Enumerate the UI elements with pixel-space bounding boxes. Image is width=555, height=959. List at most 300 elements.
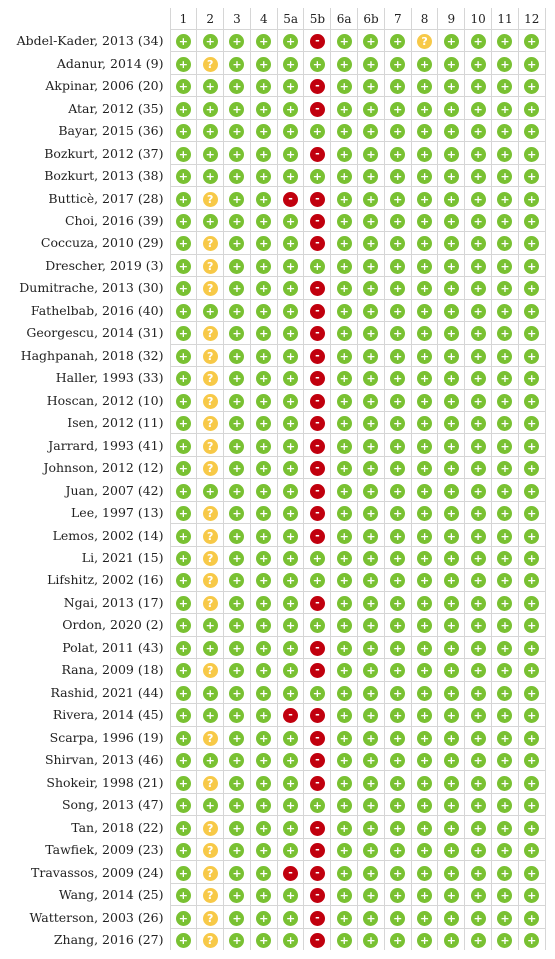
low-risk-symbol: + (339, 170, 349, 184)
table-row (0, 367, 545, 389)
table-row (0, 569, 545, 591)
low-risk-symbol: + (527, 507, 537, 521)
low-risk-symbol: + (393, 574, 403, 588)
low-risk-icon (256, 776, 271, 791)
low-risk-icon (283, 57, 298, 72)
rating-cell (358, 434, 385, 456)
rating-cell (518, 591, 545, 613)
rating-cell (492, 277, 519, 299)
low-risk-icon (256, 304, 271, 319)
rating-cell (492, 456, 519, 478)
low-risk-symbol: + (259, 192, 269, 206)
table-row (0, 928, 545, 950)
low-risk-symbol: + (178, 866, 188, 880)
low-risk-symbol: + (339, 664, 349, 678)
low-risk-symbol: + (366, 417, 376, 431)
rating-cell (411, 209, 438, 231)
low-risk-symbol: + (232, 237, 242, 251)
low-risk-symbol: + (285, 80, 296, 94)
rating-cell (224, 546, 251, 568)
low-risk-symbol: + (473, 192, 483, 206)
low-risk-symbol: + (339, 686, 349, 700)
rating-cell (250, 164, 277, 186)
rating-cell (438, 277, 465, 299)
rating-cell (331, 389, 358, 411)
high-risk-symbol: - (315, 281, 320, 295)
rating-cell (250, 771, 277, 793)
low-risk-symbol: + (178, 911, 188, 925)
rating-cell (384, 299, 411, 321)
column-header: 6b (358, 8, 385, 30)
rating-cell (518, 524, 545, 546)
rating-cell (224, 659, 251, 681)
rating-cell (438, 614, 465, 636)
low-risk-icon (203, 304, 218, 319)
low-risk-icon (176, 259, 191, 274)
table-row (0, 232, 545, 254)
high-risk-symbol: - (315, 371, 320, 385)
low-risk-symbol: + (419, 282, 430, 296)
low-risk-symbol: + (232, 552, 242, 566)
rating-cell (170, 838, 197, 860)
low-risk-icon (283, 618, 298, 633)
low-risk-icon (176, 124, 191, 139)
unclear-risk-symbol: ? (206, 417, 214, 431)
low-risk-icon (497, 461, 512, 476)
rating-cell (438, 74, 465, 96)
rating-cell (197, 726, 224, 748)
low-risk-symbol: + (446, 125, 456, 139)
low-risk-icon (256, 888, 271, 903)
low-risk-icon (176, 506, 191, 521)
low-risk-symbol: + (178, 529, 188, 543)
low-risk-symbol: + (473, 844, 483, 858)
low-risk-symbol: + (473, 439, 483, 453)
low-risk-symbol: + (500, 102, 510, 116)
table-row (0, 322, 545, 344)
rating-cell (358, 726, 385, 748)
low-risk-icon (363, 618, 378, 633)
rating-cell (197, 501, 224, 523)
low-risk-symbol: + (259, 596, 269, 610)
low-risk-symbol: + (500, 237, 510, 251)
low-risk-icon (337, 236, 352, 251)
rating-cell (224, 883, 251, 905)
low-risk-symbol: + (473, 664, 483, 678)
low-risk-symbol: + (419, 889, 430, 903)
low-risk-symbol: + (312, 57, 322, 71)
low-risk-icon (471, 843, 486, 858)
low-risk-icon (417, 618, 432, 633)
low-risk-symbol: + (446, 192, 456, 206)
low-risk-symbol: + (259, 844, 269, 858)
table-row (0, 97, 545, 119)
low-risk-symbol: + (527, 776, 537, 790)
low-risk-symbol: + (393, 304, 403, 318)
rating-cell (411, 906, 438, 928)
low-risk-icon (417, 259, 432, 274)
low-risk-symbol: + (473, 327, 483, 341)
low-risk-icon (471, 102, 486, 117)
rating-cell (224, 816, 251, 838)
low-risk-icon (229, 416, 244, 431)
low-risk-icon (203, 753, 218, 768)
rating-cell (438, 546, 465, 568)
low-risk-icon (363, 214, 378, 229)
low-risk-symbol: + (285, 596, 296, 610)
low-risk-symbol: + (285, 35, 296, 49)
rating-cell (304, 771, 331, 793)
low-risk-symbol: + (446, 619, 456, 633)
low-risk-icon (444, 192, 459, 207)
low-risk-icon (256, 731, 271, 746)
unclear-risk-icon (203, 821, 218, 836)
low-risk-symbol: + (178, 372, 188, 386)
rating-cell (250, 322, 277, 344)
low-risk-icon (444, 596, 459, 611)
low-risk-icon (229, 686, 244, 701)
rating-cell (304, 97, 331, 119)
low-risk-icon (444, 57, 459, 72)
rating-cell (197, 681, 224, 703)
low-risk-symbol: + (473, 552, 483, 566)
low-risk-symbol: + (419, 754, 430, 768)
low-risk-icon (176, 371, 191, 386)
rating-cell (170, 389, 197, 411)
low-risk-symbol: + (393, 327, 403, 341)
high-risk-symbol: - (315, 438, 320, 452)
low-risk-symbol: + (393, 394, 403, 408)
rating-cell (492, 299, 519, 321)
low-risk-symbol: + (232, 911, 242, 925)
low-risk-icon (176, 798, 191, 813)
low-risk-icon (497, 708, 512, 723)
column-header: 2 (197, 8, 224, 30)
rating-cell (411, 367, 438, 389)
unclear-risk-symbol: ? (206, 933, 214, 947)
low-risk-symbol: + (366, 686, 376, 700)
rating-cell (492, 52, 519, 74)
rating-cell (465, 659, 492, 681)
rating-cell (411, 704, 438, 726)
low-risk-symbol: + (446, 866, 456, 880)
low-risk-symbol: + (473, 282, 483, 296)
rating-cell (250, 52, 277, 74)
low-risk-symbol: + (500, 192, 510, 206)
low-risk-icon (283, 394, 298, 409)
low-risk-icon (256, 236, 271, 251)
low-risk-symbol: + (285, 259, 296, 273)
low-risk-symbol: + (259, 259, 269, 273)
low-risk-icon (471, 798, 486, 813)
low-risk-icon (283, 102, 298, 117)
rating-cell (250, 906, 277, 928)
low-risk-icon (524, 281, 539, 296)
rating-cell (411, 614, 438, 636)
high-risk-symbol: - (315, 79, 320, 93)
low-risk-symbol: + (285, 125, 296, 139)
rating-cell (304, 793, 331, 815)
low-risk-symbol: + (366, 282, 376, 296)
rating-cell (304, 52, 331, 74)
high-risk-icon (283, 192, 298, 207)
rating-cell (197, 524, 224, 546)
low-risk-symbol: + (419, 507, 430, 521)
rating-cell (170, 142, 197, 164)
low-risk-symbol: + (500, 484, 510, 498)
study-label: Dumitrache, 2013 (30) (0, 277, 170, 299)
rating-cell (197, 344, 224, 366)
low-risk-symbol: + (446, 237, 456, 251)
column-header: 8 (411, 8, 438, 30)
rating-cell (465, 479, 492, 501)
low-risk-icon (524, 484, 539, 499)
rating-cell (411, 793, 438, 815)
low-risk-symbol: + (366, 259, 376, 273)
low-risk-symbol: + (393, 866, 403, 880)
low-risk-symbol: + (500, 686, 510, 700)
low-risk-icon (229, 866, 244, 881)
low-risk-symbol: + (232, 821, 242, 835)
rating-cell (518, 726, 545, 748)
low-risk-symbol: + (419, 821, 430, 835)
rating-cell (331, 164, 358, 186)
low-risk-icon (229, 888, 244, 903)
low-risk-symbol: + (500, 394, 510, 408)
low-risk-icon (337, 102, 352, 117)
low-risk-symbol: + (259, 911, 269, 925)
low-risk-icon (524, 596, 539, 611)
rating-cell (277, 546, 304, 568)
table-row (0, 142, 545, 164)
table-row (0, 614, 545, 636)
low-risk-symbol: + (285, 552, 296, 566)
low-risk-symbol: + (366, 349, 376, 363)
unclear-risk-symbol: ? (206, 259, 214, 273)
low-risk-symbol: + (339, 866, 349, 880)
study-label: Travassos, 2009 (24) (0, 861, 170, 883)
low-risk-symbol: + (366, 574, 376, 588)
low-risk-symbol: + (178, 282, 188, 296)
low-risk-symbol: + (527, 484, 537, 498)
low-risk-symbol: + (178, 641, 188, 655)
rating-cell (331, 681, 358, 703)
low-risk-symbol: + (500, 147, 510, 161)
low-risk-symbol: + (500, 889, 510, 903)
low-risk-icon (283, 349, 298, 364)
low-risk-symbol: + (419, 686, 430, 700)
low-risk-symbol: + (366, 552, 376, 566)
low-risk-symbol: + (446, 484, 456, 498)
rating-cell (465, 636, 492, 658)
low-risk-icon (363, 326, 378, 341)
low-risk-icon (283, 484, 298, 499)
rating-cell (518, 367, 545, 389)
rating-cell (304, 726, 331, 748)
study-label: Fathelbab, 2016 (40) (0, 299, 170, 321)
rating-cell (277, 861, 304, 883)
rating-cell (492, 883, 519, 905)
rating-cell (384, 232, 411, 254)
low-risk-icon (363, 663, 378, 678)
low-risk-icon (229, 663, 244, 678)
low-risk-symbol: + (232, 933, 242, 947)
rating-cell (331, 726, 358, 748)
low-risk-icon (229, 214, 244, 229)
low-risk-symbol: + (339, 259, 349, 273)
rating-cell (438, 344, 465, 366)
rating-cell (384, 434, 411, 456)
rating-cell (465, 344, 492, 366)
table-row (0, 749, 545, 771)
low-risk-symbol: + (285, 844, 296, 858)
low-risk-symbol: + (285, 799, 296, 813)
rating-cell (224, 928, 251, 950)
rating-cell (331, 816, 358, 838)
rating-cell (250, 209, 277, 231)
low-risk-symbol: + (473, 259, 483, 273)
low-risk-icon (283, 911, 298, 926)
rating-cell (277, 299, 304, 321)
low-risk-icon (390, 911, 405, 926)
rating-cell (224, 411, 251, 433)
rating-cell (465, 816, 492, 838)
rating-cell (304, 591, 331, 613)
rating-cell (304, 209, 331, 231)
low-risk-icon (283, 753, 298, 768)
low-risk-icon (337, 192, 352, 207)
low-risk-symbol: + (178, 147, 188, 161)
rating-cell (250, 456, 277, 478)
unclear-risk-symbol: ? (206, 192, 214, 206)
rating-cell (438, 636, 465, 658)
rating-cell (492, 928, 519, 950)
low-risk-icon (497, 236, 512, 251)
low-risk-symbol: + (500, 574, 510, 588)
low-risk-symbol: + (527, 664, 537, 678)
low-risk-icon (497, 439, 512, 454)
table-row (0, 254, 545, 276)
low-risk-symbol: + (205, 641, 215, 655)
rating-cell (438, 187, 465, 209)
unclear-risk-symbol: ? (206, 507, 214, 521)
rating-cell (170, 681, 197, 703)
high-risk-icon (310, 776, 325, 791)
rating-cell (197, 546, 224, 568)
rating-cell (277, 52, 304, 74)
low-risk-icon (176, 551, 191, 566)
low-risk-icon (363, 686, 378, 701)
low-risk-icon (337, 731, 352, 746)
low-risk-icon (363, 57, 378, 72)
low-risk-symbol: + (446, 754, 456, 768)
rating-cell (411, 928, 438, 950)
rating-cell (465, 322, 492, 344)
low-risk-symbol: + (527, 866, 537, 880)
low-risk-icon (417, 236, 432, 251)
rating-cell (411, 546, 438, 568)
low-risk-icon (497, 866, 512, 881)
study-label: Bozkurt, 2012 (37) (0, 142, 170, 164)
low-risk-icon (337, 371, 352, 386)
low-risk-symbol: + (527, 709, 537, 723)
rating-cell (197, 479, 224, 501)
table-row (0, 524, 545, 546)
rating-cell (438, 659, 465, 681)
low-risk-icon (471, 731, 486, 746)
low-risk-symbol: + (339, 731, 349, 745)
low-risk-icon (444, 731, 459, 746)
low-risk-icon (176, 326, 191, 341)
low-risk-icon (256, 169, 271, 184)
low-risk-icon (363, 281, 378, 296)
risk-of-bias-table (0, 8, 546, 950)
low-risk-icon (524, 147, 539, 162)
low-risk-icon (497, 79, 512, 94)
low-risk-icon (390, 933, 405, 948)
rating-cell (492, 30, 519, 52)
low-risk-icon (471, 236, 486, 251)
study-label: Rashid, 2021 (44) (0, 681, 170, 703)
rating-cell (170, 322, 197, 344)
low-risk-icon (524, 394, 539, 409)
low-risk-icon (417, 776, 432, 791)
low-risk-icon (390, 147, 405, 162)
low-risk-icon (283, 888, 298, 903)
low-risk-icon (524, 573, 539, 588)
low-risk-symbol: + (527, 439, 537, 453)
rating-cell (304, 277, 331, 299)
rating-cell (465, 367, 492, 389)
low-risk-icon (417, 439, 432, 454)
low-risk-icon (310, 169, 325, 184)
low-risk-icon (417, 416, 432, 431)
rating-cell (465, 52, 492, 74)
low-risk-icon (283, 371, 298, 386)
low-risk-icon (390, 686, 405, 701)
low-risk-symbol: + (259, 709, 269, 723)
low-risk-symbol: + (366, 799, 376, 813)
low-risk-symbol: + (473, 933, 483, 947)
low-risk-icon (310, 573, 325, 588)
low-risk-symbol: + (527, 889, 537, 903)
unclear-risk-icon (203, 281, 218, 296)
rating-cell (224, 569, 251, 591)
low-risk-symbol: + (473, 214, 483, 228)
study-label: Hoscan, 2012 (10) (0, 389, 170, 411)
low-risk-icon (229, 236, 244, 251)
column-header: 10 (465, 8, 492, 30)
rating-cell (170, 74, 197, 96)
low-risk-icon (497, 596, 512, 611)
rating-cell (197, 456, 224, 478)
low-risk-icon (363, 843, 378, 858)
low-risk-symbol: + (178, 170, 188, 184)
low-risk-icon (229, 753, 244, 768)
low-risk-symbol: + (366, 776, 376, 790)
low-risk-symbol: + (419, 170, 430, 184)
low-risk-symbol: + (393, 731, 403, 745)
low-risk-symbol: + (178, 664, 188, 678)
low-risk-symbol: + (178, 731, 188, 745)
rating-cell (358, 187, 385, 209)
low-risk-symbol: + (527, 933, 537, 947)
rating-cell (304, 119, 331, 141)
low-risk-icon (444, 663, 459, 678)
low-risk-symbol: + (527, 686, 537, 700)
rating-cell (331, 52, 358, 74)
rating-cell (304, 906, 331, 928)
